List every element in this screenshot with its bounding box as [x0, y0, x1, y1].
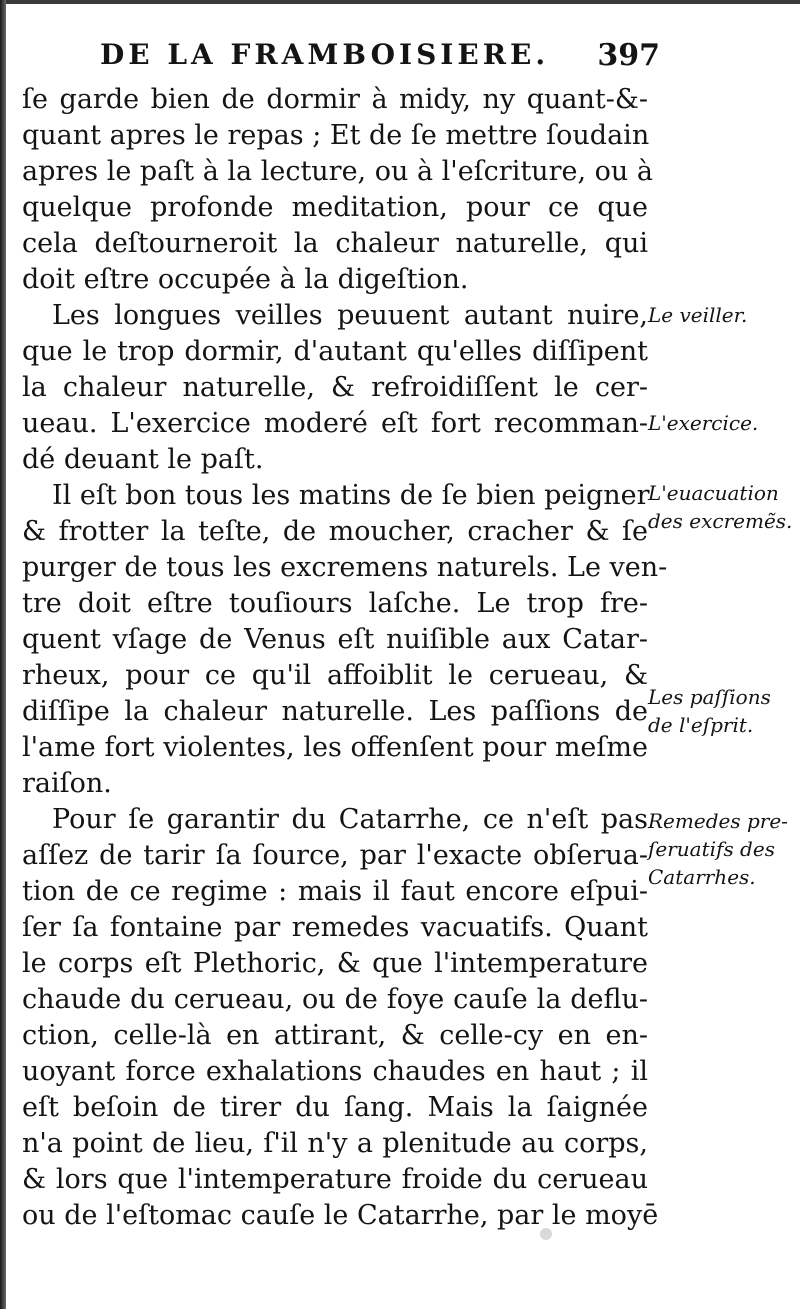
- text-line: cela deſtourneroit la chaleur naturelle, qui: [22, 228, 648, 259]
- text-line: quelque profonde meditation, pour ce que: [22, 192, 648, 223]
- margin-note: Remedes pre-: [648, 809, 788, 833]
- text-line: diſſipe la chaleur naturelle. Les paſſions de: [22, 696, 648, 727]
- text-line: uoyant force exhalations chaudes en haut ; il: [22, 1056, 648, 1087]
- text-line: quent vſage de Venus eſt nuiſible aux Catar-: [22, 624, 648, 655]
- text-line: aſſez de tarir ſa ſource, par l'exacte obſerua-: [22, 840, 648, 871]
- text-line: ſer ſa fontaine par remedes vacuatifs. Quant: [22, 912, 648, 943]
- text-line: le corps eſt Plethoric, & que l'intemperature: [22, 948, 648, 979]
- text-line: ſe garde bien de dormir à midy, ny quant-&-: [22, 84, 648, 115]
- margin-note: Les paſſions: [648, 685, 771, 709]
- text-line: Il eſt bon tous les matins de ſe bien peigner: [52, 480, 650, 511]
- text-line: que le trop dormir, d'autant qu'elles diſſipent: [22, 336, 648, 367]
- text-line: l'ame fort violentes, les offenſent pour meſme: [22, 732, 648, 763]
- margin-note: L'exercice.: [648, 411, 759, 435]
- scan-edge-left: [0, 0, 6, 1309]
- text-line: rheux, pour ce qu'il affoiblit le cerueau, &: [22, 660, 648, 691]
- text-line: n'a point de lieu, ſ'il n'y a plenitude au corps,: [22, 1128, 648, 1159]
- text-line: doit eſtre occupée à la digeſtion.: [22, 264, 469, 295]
- text-line: ueau. L'exercice moderé eſt fort recomman-: [22, 408, 648, 439]
- margin-note: Le veiller.: [648, 303, 748, 327]
- text-line: apres le paſt à la lecture, ou à l'eſcriture, ou à: [22, 156, 653, 187]
- text-line: tion de ce regime : mais il faut encore eſpui-: [22, 876, 648, 907]
- text-line: Les longues veilles peuuent autant nuire,: [52, 300, 648, 331]
- text-line: Pour ſe garantir du Catarrhe, ce n'eſt pas: [52, 804, 648, 835]
- margin-note: ſeruatifs des: [648, 837, 775, 861]
- text-line: ou de l'eſtomac cauſe le Catarrhe, par le moyē: [22, 1200, 659, 1231]
- text-line: eſt beſoin de tirer du ſang. Mais la ſaignée: [22, 1092, 648, 1123]
- margin-note: Catarrhes.: [648, 865, 756, 889]
- text-line: & lors que l'intemperature froide du cerueau: [22, 1164, 648, 1195]
- margin-note: des excremẽs.: [648, 509, 793, 533]
- text-line: dé deuant le paſt.: [22, 444, 264, 475]
- text-line: la chaleur naturelle, & refroidiſſent le cer-: [22, 372, 648, 403]
- ink-smudge: [540, 1228, 552, 1240]
- text-line: & frotter la teſte, de moucher, cracher & ſe: [22, 516, 648, 547]
- page-number: 397: [597, 38, 660, 73]
- scan-edge-top: [0, 0, 800, 4]
- text-line: chaude du cerueau, ou de foye cauſe la deflu-: [22, 984, 648, 1015]
- text-line: purger de tous les excremens naturels. Le ven-: [22, 552, 668, 583]
- running-head: DE LA FRAMBOISIERE.: [100, 38, 550, 71]
- text-line: tre doit eſtre touſiours laſche. Le trop fre-: [22, 588, 648, 619]
- margin-note: de l'eſprit.: [648, 713, 754, 737]
- text-line: ction, celle-là en attirant, & celle-cy en en-: [22, 1020, 648, 1051]
- text-line: raiſon.: [22, 768, 112, 799]
- text-line: quant apres le repas ; Et de ſe mettre ſoudain: [22, 120, 650, 151]
- page-header: [100, 38, 660, 78]
- margin-note: L'euacuation: [648, 481, 779, 505]
